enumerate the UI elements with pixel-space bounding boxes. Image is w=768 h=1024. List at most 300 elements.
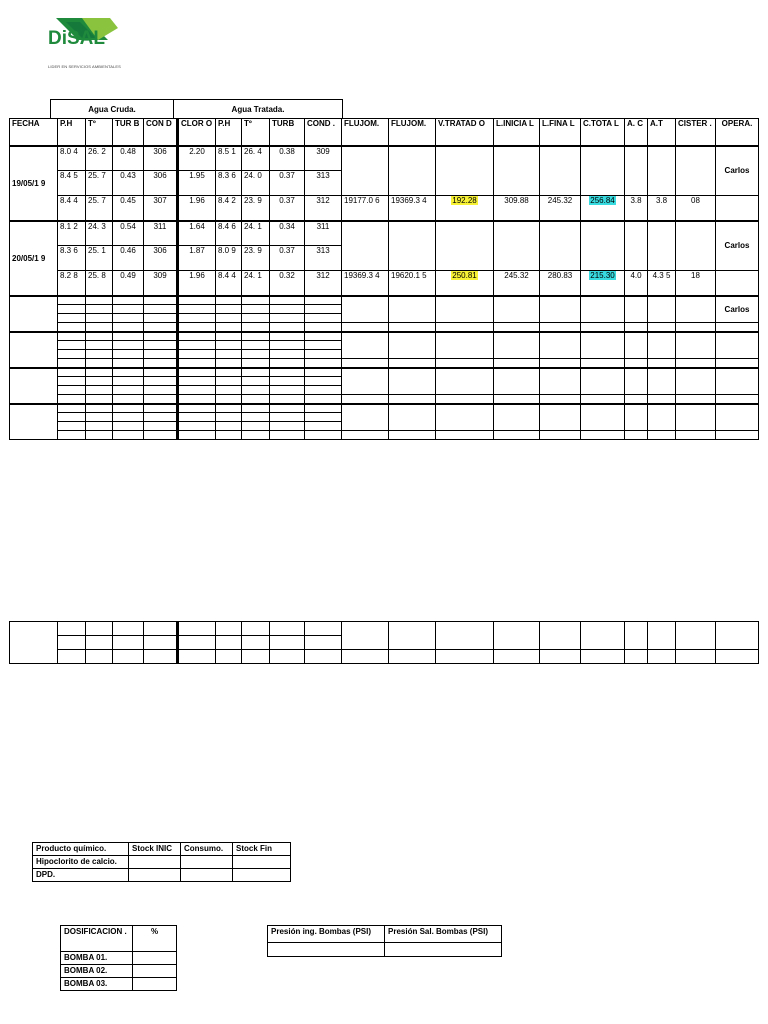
totals-cell[interactable] [648,431,676,440]
measurement-cell[interactable] [58,296,86,305]
measurement-cell[interactable] [216,422,242,431]
measurement-cell[interactable] [305,305,342,314]
measurement-cell[interactable] [86,422,113,431]
measurement-cell[interactable] [144,296,178,305]
totals-cell[interactable] [494,146,540,196]
measurement-cell[interactable] [216,386,242,395]
totals-cell[interactable] [716,431,759,440]
measurement-cell[interactable] [58,359,86,368]
stock-cell[interactable] [233,856,291,869]
measurement-cell[interactable] [216,359,242,368]
measurement-cell[interactable] [270,413,305,422]
totals-cell[interactable] [389,431,436,440]
totals-cell[interactable] [436,359,494,368]
totals-cell[interactable] [581,332,625,359]
measurement-cell[interactable] [270,359,305,368]
measurement-cell[interactable] [305,413,342,422]
measurement-cell[interactable] [58,404,86,413]
totals-cell[interactable] [342,431,389,440]
totals-cell[interactable] [342,404,389,431]
totals-cell[interactable] [342,221,389,271]
measurement-cell[interactable] [144,359,178,368]
totals-cell[interactable] [648,359,676,368]
measurement-cell[interactable] [242,350,270,359]
measurement-cell[interactable] [58,350,86,359]
measurement-cell[interactable] [86,404,113,413]
measurement-cell[interactable] [58,622,86,636]
totals-cell[interactable] [581,431,625,440]
measurement-cell[interactable] [113,323,144,332]
totals-cell[interactable] [676,359,716,368]
measurement-cell[interactable] [113,386,144,395]
totals-cell[interactable] [436,431,494,440]
measurement-cell[interactable] [113,622,144,636]
totals-cell[interactable] [540,368,581,395]
measurement-cell[interactable] [58,377,86,386]
measurement-cell[interactable] [270,386,305,395]
measurement-cell[interactable] [113,422,144,431]
measurement-cell[interactable] [305,431,342,440]
totals-cell[interactable] [389,359,436,368]
totals-cell[interactable] [648,146,676,196]
measurement-cell[interactable] [242,314,270,323]
totals-cell[interactable] [540,146,581,196]
measurement-cell[interactable] [216,431,242,440]
measurement-cell[interactable] [178,332,216,341]
measurement-cell[interactable] [86,377,113,386]
measurement-cell[interactable] [113,350,144,359]
measurement-cell[interactable] [216,650,242,664]
totals-cell[interactable] [389,404,436,431]
measurement-cell[interactable] [216,404,242,413]
totals-cell[interactable] [648,395,676,404]
measurement-cell[interactable] [242,395,270,404]
measurement-cell[interactable] [58,395,86,404]
measurement-cell[interactable] [178,350,216,359]
measurement-cell[interactable] [178,359,216,368]
measurement-cell[interactable] [242,636,270,650]
bomba-value[interactable] [133,965,177,978]
stock-cell[interactable] [129,869,181,882]
measurement-cell[interactable] [242,431,270,440]
totals-cell[interactable] [648,368,676,395]
measurement-cell[interactable] [113,377,144,386]
measurement-cell[interactable] [58,650,86,664]
measurement-cell[interactable] [144,413,178,422]
measurement-cell[interactable] [178,323,216,332]
presion-outlet-value[interactable] [385,943,502,957]
totals-cell[interactable] [436,146,494,196]
totals-cell[interactable] [540,323,581,332]
measurement-cell[interactable] [270,622,305,636]
totals-cell[interactable] [389,650,436,664]
measurement-cell[interactable] [144,636,178,650]
totals-cell[interactable] [648,404,676,431]
measurement-cell[interactable] [270,650,305,664]
totals-cell[interactable] [716,359,759,368]
measurement-cell[interactable] [113,332,144,341]
measurement-cell[interactable] [242,377,270,386]
measurement-cell[interactable] [144,368,178,377]
totals-cell[interactable] [389,323,436,332]
measurement-cell[interactable] [144,305,178,314]
stock-cell[interactable] [233,869,291,882]
measurement-cell[interactable] [86,314,113,323]
measurement-cell[interactable] [113,296,144,305]
measurement-cell[interactable] [58,305,86,314]
totals-cell[interactable] [716,323,759,332]
measurement-cell[interactable] [270,395,305,404]
measurement-cell[interactable] [113,413,144,422]
measurement-cell[interactable] [216,377,242,386]
measurement-cell[interactable] [270,296,305,305]
measurement-cell[interactable] [216,622,242,636]
measurement-cell[interactable] [144,622,178,636]
measurement-cell[interactable] [305,650,342,664]
totals-cell[interactable] [494,368,540,395]
measurement-cell[interactable] [178,341,216,350]
measurement-cell[interactable] [58,314,86,323]
measurement-cell[interactable] [270,305,305,314]
measurement-cell[interactable] [270,422,305,431]
measurement-cell[interactable] [113,368,144,377]
measurement-cell[interactable] [113,305,144,314]
measurement-cell[interactable] [58,431,86,440]
measurement-cell[interactable] [144,332,178,341]
measurement-cell[interactable] [242,332,270,341]
totals-cell[interactable] [648,622,676,650]
totals-cell[interactable] [389,622,436,650]
measurement-cell[interactable] [305,314,342,323]
totals-cell[interactable] [494,404,540,431]
totals-cell[interactable] [389,146,436,196]
totals-cell[interactable] [436,622,494,650]
totals-cell[interactable] [342,368,389,395]
totals-cell[interactable] [716,622,759,650]
totals-cell[interactable] [676,332,716,359]
measurement-cell[interactable] [58,386,86,395]
measurement-cell[interactable] [86,332,113,341]
totals-cell[interactable] [436,404,494,431]
totals-cell[interactable] [540,431,581,440]
totals-cell[interactable] [648,650,676,664]
totals-cell[interactable] [581,395,625,404]
measurement-cell[interactable] [242,386,270,395]
totals-cell[interactable] [494,431,540,440]
date-cell[interactable] [10,622,58,664]
totals-cell[interactable] [625,431,648,440]
measurement-cell[interactable] [242,368,270,377]
totals-cell[interactable] [581,221,625,271]
measurement-cell[interactable] [270,314,305,323]
totals-cell[interactable] [676,395,716,404]
totals-cell[interactable] [581,359,625,368]
totals-cell[interactable] [342,296,389,323]
measurement-cell[interactable] [113,359,144,368]
measurement-cell[interactable] [86,386,113,395]
measurement-cell[interactable] [216,413,242,422]
totals-cell[interactable] [625,368,648,395]
measurement-cell[interactable] [144,386,178,395]
date-cell[interactable] [10,368,58,404]
measurement-cell[interactable] [113,636,144,650]
measurement-cell[interactable] [86,636,113,650]
totals-cell[interactable] [625,395,648,404]
totals-cell[interactable] [342,146,389,196]
measurement-cell[interactable] [144,341,178,350]
totals-cell[interactable] [625,622,648,650]
totals-cell[interactable] [540,221,581,271]
measurement-cell[interactable] [216,296,242,305]
measurement-cell[interactable] [216,341,242,350]
measurement-cell[interactable] [86,622,113,636]
totals-cell[interactable] [494,650,540,664]
measurement-cell[interactable] [305,422,342,431]
totals-cell[interactable] [625,323,648,332]
totals-cell[interactable] [648,332,676,359]
measurement-cell[interactable] [58,368,86,377]
totals-cell[interactable] [540,296,581,323]
measurement-cell[interactable] [305,359,342,368]
measurement-cell[interactable] [58,422,86,431]
measurement-cell[interactable] [144,422,178,431]
measurement-cell[interactable] [86,350,113,359]
measurement-cell[interactable] [270,636,305,650]
measurement-cell[interactable] [216,368,242,377]
measurement-cell[interactable] [178,404,216,413]
totals-cell[interactable] [648,323,676,332]
totals-cell[interactable] [389,395,436,404]
measurement-cell[interactable] [305,377,342,386]
measurement-cell[interactable] [242,323,270,332]
totals-cell[interactable] [436,368,494,395]
totals-cell[interactable] [436,221,494,271]
measurement-cell[interactable] [86,341,113,350]
date-cell[interactable] [10,404,58,440]
measurement-cell[interactable] [113,650,144,664]
totals-cell[interactable] [676,650,716,664]
totals-cell[interactable] [389,221,436,271]
date-cell[interactable] [10,296,58,332]
measurement-cell[interactable] [86,431,113,440]
measurement-cell[interactable] [178,636,216,650]
totals-cell[interactable] [494,296,540,323]
date-cell[interactable] [10,332,58,368]
presion-inlet-value[interactable] [268,943,385,957]
measurement-cell[interactable] [144,377,178,386]
totals-cell[interactable] [676,296,716,323]
totals-cell[interactable] [540,395,581,404]
measurement-cell[interactable] [178,368,216,377]
totals-cell[interactable] [342,323,389,332]
totals-cell[interactable] [676,431,716,440]
stock-cell[interactable] [181,856,233,869]
totals-cell[interactable] [436,323,494,332]
measurement-cell[interactable] [144,431,178,440]
measurement-cell[interactable] [178,305,216,314]
totals-cell[interactable] [676,622,716,650]
measurement-cell[interactable] [113,431,144,440]
measurement-cell[interactable] [86,323,113,332]
measurement-cell[interactable] [270,341,305,350]
totals-cell[interactable] [494,323,540,332]
measurement-cell[interactable] [270,323,305,332]
measurement-cell[interactable] [242,404,270,413]
measurement-cell[interactable] [86,395,113,404]
measurement-cell[interactable] [113,341,144,350]
totals-cell[interactable] [625,359,648,368]
totals-cell[interactable] [436,296,494,323]
measurement-cell[interactable] [270,332,305,341]
measurement-cell[interactable] [58,413,86,422]
totals-cell[interactable] [342,395,389,404]
totals-cell[interactable] [581,368,625,395]
measurement-cell[interactable] [178,395,216,404]
measurement-cell[interactable] [270,350,305,359]
measurement-cell[interactable] [86,296,113,305]
measurement-cell[interactable] [305,332,342,341]
totals-cell[interactable] [648,221,676,271]
totals-cell[interactable] [342,332,389,359]
totals-cell[interactable] [540,359,581,368]
measurement-cell[interactable] [242,296,270,305]
totals-cell[interactable] [494,221,540,271]
measurement-cell[interactable] [305,296,342,305]
measurement-cell[interactable] [242,422,270,431]
measurement-cell[interactable] [270,404,305,413]
totals-cell[interactable] [625,650,648,664]
bomba-value[interactable] [133,978,177,991]
totals-cell[interactable] [436,650,494,664]
stock-cell[interactable] [129,856,181,869]
measurement-cell[interactable] [242,305,270,314]
measurement-cell[interactable] [178,431,216,440]
measurement-cell[interactable] [242,341,270,350]
measurement-cell[interactable] [58,636,86,650]
stock-cell[interactable] [181,869,233,882]
measurement-cell[interactable] [178,386,216,395]
measurement-cell[interactable] [86,305,113,314]
totals-cell[interactable] [676,368,716,395]
measurement-cell[interactable] [58,341,86,350]
measurement-cell[interactable] [305,395,342,404]
measurement-cell[interactable] [305,368,342,377]
measurement-cell[interactable] [58,323,86,332]
totals-cell[interactable] [716,650,759,664]
measurement-cell[interactable] [270,368,305,377]
totals-cell[interactable] [716,395,759,404]
totals-cell[interactable] [581,650,625,664]
totals-cell[interactable] [494,332,540,359]
totals-cell[interactable] [436,395,494,404]
measurement-cell[interactable] [86,368,113,377]
measurement-cell[interactable] [242,650,270,664]
totals-cell[interactable] [625,146,648,196]
measurement-cell[interactable] [216,323,242,332]
totals-cell[interactable] [389,332,436,359]
totals-cell[interactable] [342,650,389,664]
totals-cell[interactable] [389,296,436,323]
totals-cell[interactable] [436,332,494,359]
measurement-cell[interactable] [242,622,270,636]
totals-cell[interactable] [540,332,581,359]
totals-cell[interactable] [625,332,648,359]
measurement-cell[interactable] [216,636,242,650]
measurement-cell[interactable] [144,395,178,404]
measurement-cell[interactable] [86,413,113,422]
totals-cell[interactable] [494,622,540,650]
measurement-cell[interactable] [270,431,305,440]
totals-cell[interactable] [676,404,716,431]
measurement-cell[interactable] [144,650,178,664]
measurement-cell[interactable] [113,314,144,323]
measurement-cell[interactable] [305,636,342,650]
totals-cell[interactable] [342,359,389,368]
totals-cell[interactable] [581,323,625,332]
totals-cell[interactable] [494,359,540,368]
totals-cell[interactable] [581,296,625,323]
totals-cell[interactable] [676,146,716,196]
measurement-cell[interactable] [242,413,270,422]
totals-cell[interactable] [540,650,581,664]
operator-cell[interactable] [716,271,759,296]
measurement-cell[interactable] [270,377,305,386]
measurement-cell[interactable] [144,314,178,323]
measurement-cell[interactable] [305,341,342,350]
totals-cell[interactable] [625,221,648,271]
measurement-cell[interactable] [113,404,144,413]
measurement-cell[interactable] [86,359,113,368]
totals-cell[interactable] [625,296,648,323]
totals-cell[interactable] [648,296,676,323]
measurement-cell[interactable] [113,395,144,404]
measurement-cell[interactable] [305,323,342,332]
measurement-cell[interactable] [178,413,216,422]
bomba-value[interactable] [133,952,177,965]
totals-cell[interactable] [494,395,540,404]
measurement-cell[interactable] [86,650,113,664]
totals-cell[interactable] [581,146,625,196]
measurement-cell[interactable] [144,404,178,413]
totals-cell[interactable] [676,221,716,271]
measurement-cell[interactable] [305,386,342,395]
measurement-cell[interactable] [216,350,242,359]
totals-cell[interactable] [581,404,625,431]
measurement-cell[interactable] [178,650,216,664]
measurement-cell[interactable] [178,314,216,323]
totals-cell[interactable] [676,323,716,332]
measurement-cell[interactable] [178,622,216,636]
measurement-cell[interactable] [305,350,342,359]
totals-cell[interactable] [625,404,648,431]
measurement-cell[interactable] [178,377,216,386]
totals-cell[interactable] [540,404,581,431]
measurement-cell[interactable] [216,314,242,323]
measurement-cell[interactable] [242,359,270,368]
operator-cell[interactable] [716,196,759,221]
totals-cell[interactable] [342,622,389,650]
measurement-cell[interactable] [216,332,242,341]
measurement-cell[interactable] [178,422,216,431]
measurement-cell[interactable] [58,332,86,341]
totals-cell[interactable] [540,622,581,650]
measurement-cell[interactable] [305,622,342,636]
measurement-cell[interactable] [144,323,178,332]
measurement-cell[interactable] [305,404,342,413]
measurement-cell[interactable] [216,395,242,404]
totals-cell[interactable] [389,368,436,395]
totals-cell[interactable] [581,622,625,650]
